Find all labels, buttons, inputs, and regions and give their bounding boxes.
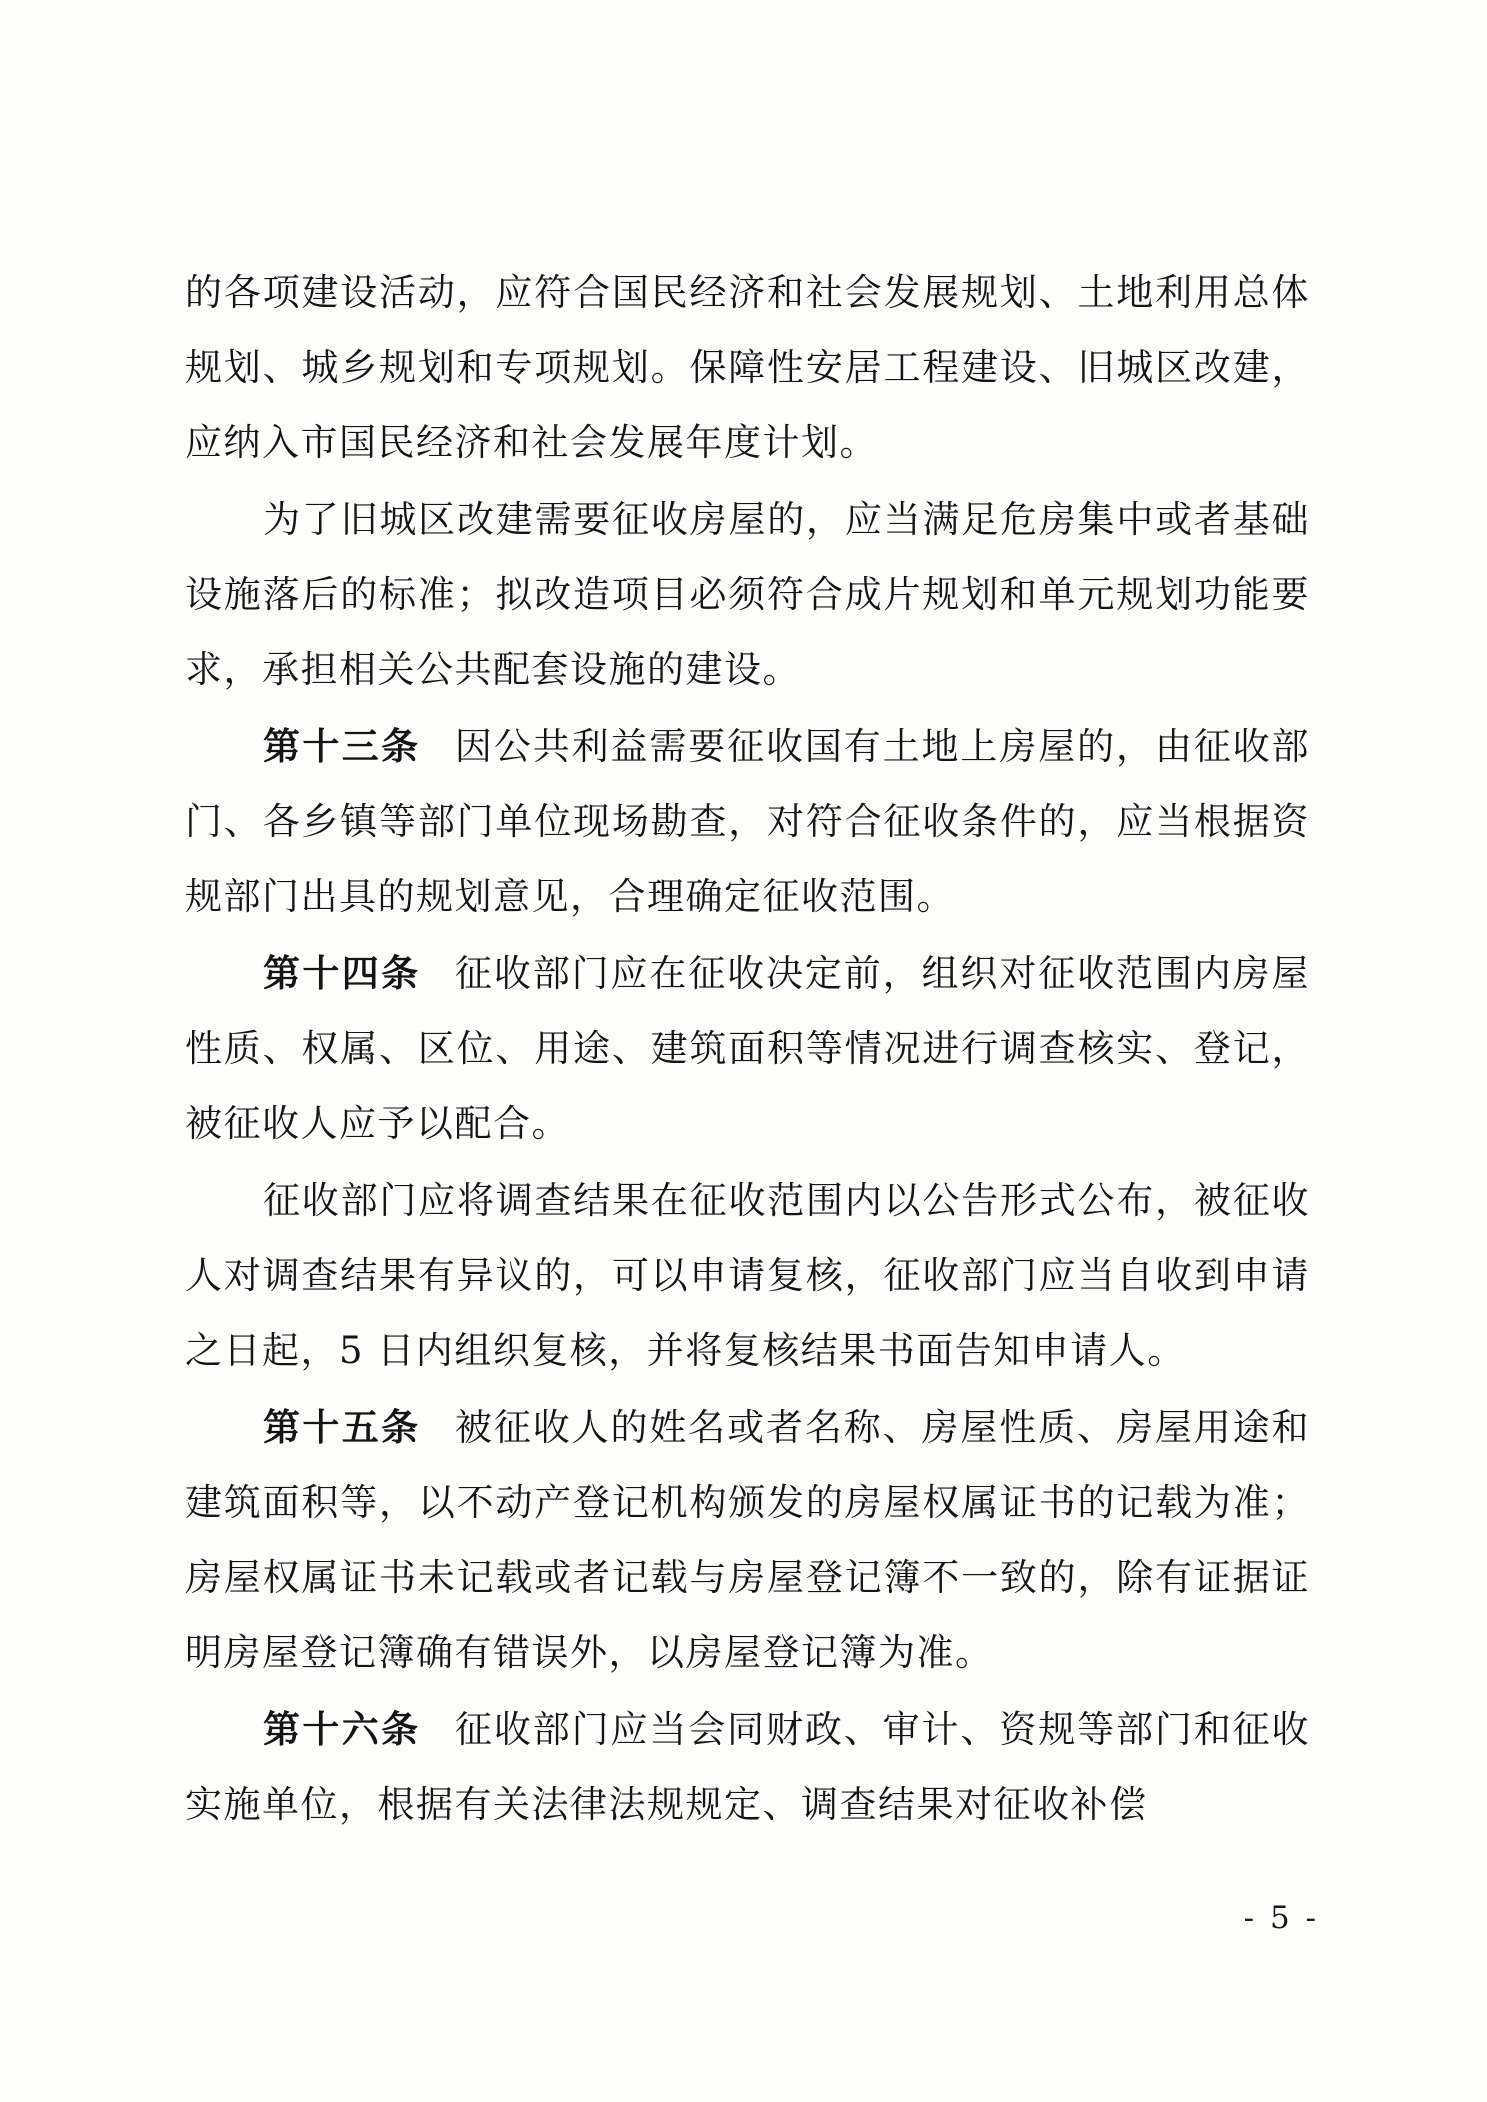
paragraph-text: 征收部门应将调查结果在征收范围内以公告形式公布，被征收人对调查结果有异议的，可以申请复核，征收部门应当自收到申请之日起，5 日内组织复核，并将复核结果书面告知申请人。 bbox=[185, 1179, 1310, 1372]
paragraph-text: 为了旧城区改建需要征收房屋的，应当满足危房集中或者基础设施落后的标准；拟改造项目必须符合成片规划和单元规划功能要求，承担相关公共配套设施的建设。 bbox=[185, 498, 1310, 691]
page-number: - 5 - bbox=[1243, 1900, 1319, 1936]
paragraph-survey-publication bbox=[185, 1163, 1310, 1388]
article-label-13: 第十三条 bbox=[263, 724, 421, 768]
article-label-15: 第十五条 bbox=[263, 1405, 421, 1449]
paragraph-text: 被征收人的姓名或者名称、房屋性质、房屋用途和建筑面积等，以不动产登记机构颁发的房屋权属证书的记载为准；房屋权属证书未记载或者记载与房屋登记簿不一致的，除有证据证明房屋登记簿确有错误外，以房屋登记簿为准。 bbox=[185, 1406, 1311, 1674]
paragraph-text: 征收部门应当会同财政、审计、资规等部门和征收实施单位，根据有关法律法规规定、调查结果对征收补偿 bbox=[185, 1708, 1311, 1826]
paragraph-article-16 bbox=[185, 1692, 1310, 1842]
paragraph-continuation bbox=[185, 255, 1310, 480]
paragraph-article-14 bbox=[185, 936, 1310, 1161]
paragraph-article-15 bbox=[185, 1390, 1310, 1690]
article-label-16: 第十六条 bbox=[263, 1707, 421, 1751]
document-body bbox=[185, 255, 1310, 1844]
paragraph-old-city-renovation bbox=[185, 482, 1310, 707]
paragraph-text: 因公共利益需要征收国有土地上房屋的，由征收部门、各乡镇等部门单位现场勘查，对符合征收条件的，应当根据资规部门出具的规划意见，合理确定征收范围。 bbox=[185, 725, 1311, 918]
paragraph-text: 的各项建设活动，应符合国民经济和社会发展规划、土地利用总体规划、城乡规划和专项规划。保障性安居工程建设、旧城区改建，应纳入市国民经济和社会发展年度计划。 bbox=[185, 271, 1310, 464]
paragraph-text: 征收部门应在征收决定前，组织对征收范围内房屋性质、权属、区位、用途、建筑面积等情况进行调查核实、登记，被征收人应予以配合。 bbox=[185, 952, 1311, 1145]
article-label-14: 第十四条 bbox=[263, 951, 421, 995]
paragraph-article-13 bbox=[185, 709, 1310, 934]
